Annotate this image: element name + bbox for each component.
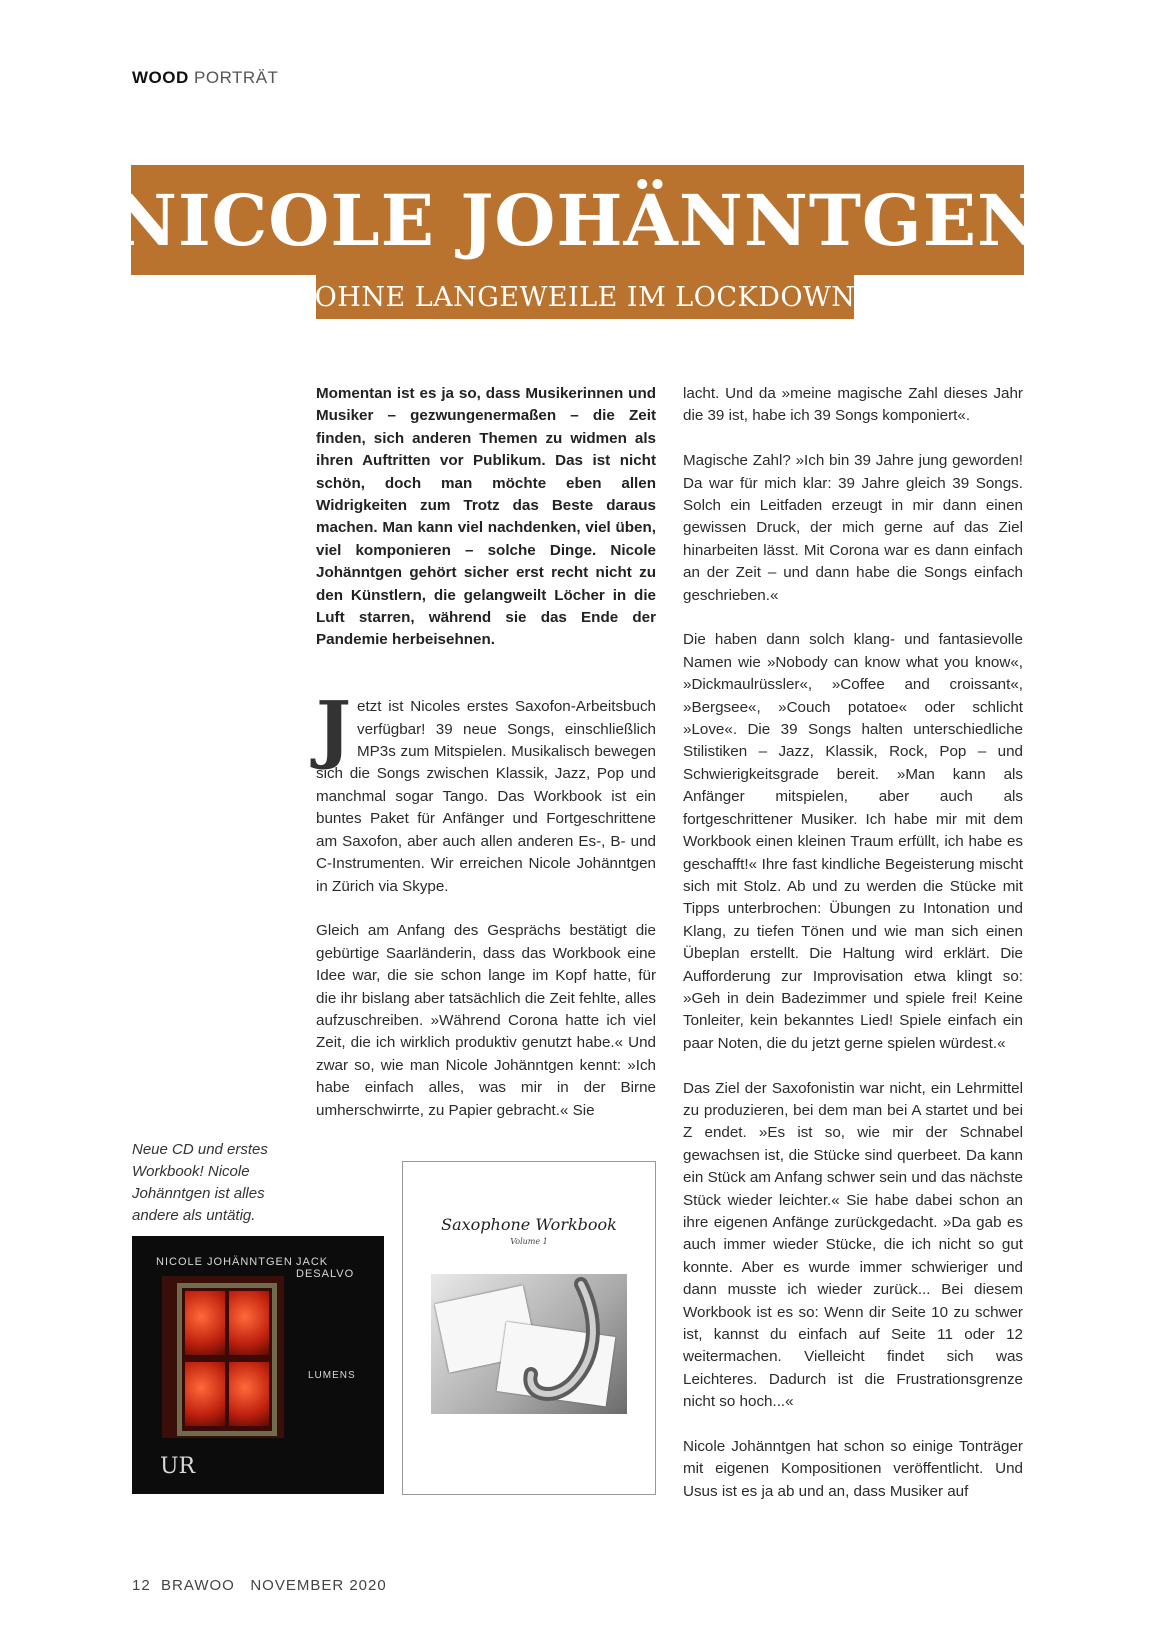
cd-artist: NICOLE JOHÄNNTGEN	[156, 1256, 293, 1268]
window-pane	[185, 1291, 225, 1355]
article-column-middle	[316, 383, 656, 1144]
body-paragraph-6: Das Ziel der Saxofonistin war nicht, ein Lehrmittel zu produzieren, bei dem man bei A startet und bei Z endet. »Es ist so, wie mir der Schnabel gewachsen ist, die Stücke sind querbeet. Da kann ein Stück am Anfang schwer sein und das nächste Stück wieder leichter.« Sie habe dabei schon an ihre eigenen Anfänge zurückgedacht. »Da gab es auch immer wieder Stücke, die ich nicht so gut konnte. Aber es wurde immer schwieriger und dann musste ich wieder zurück... Bei diesem Workbook ist es so: Wenn dir Seite 10 zu schwer ist, kannst du einfach auf Seite 11 oder 12 weitermachen. Vielleicht findet sich was Leichteres. Dadurch ist die Frustrationsgrenze nicht so hoch...«	[683, 1079, 1023, 1411]
body-paragraph-1	[316, 686, 656, 898]
issue-date: NOVEMBER 2020	[250, 1577, 387, 1594]
article-subtitle: OHNE LANGEWEILE IM LOCKDOWN	[314, 281, 856, 313]
record-label-logo: UR	[160, 1454, 196, 1479]
window-pane	[229, 1362, 269, 1426]
drop-cap: J	[316, 686, 352, 773]
body-paragraph-4: Magische Zahl? »Ich bin 39 Jahre jung geworden! Da war für mich klar: 39 Jahre gleich 39 Songs. Solch ein Leitfaden erzeugt in mir dann einen gewissen Druck, der mich gerne auf das Ziel hinarbeiten lässt. Mit Corona war es dann einfach an der Zeit – und dann habe die Songs einfach geschrieben.«	[683, 452, 1023, 604]
image-caption: Neue CD und erstes Workbook! Nicole Johänntgen ist alles andere als untätig.	[132, 1141, 268, 1224]
body-paragraph-1-text: etzt ist Nicoles erstes Saxofon-Arbeitsbuch verfügbar! 39 neue Songs, einschließlich MP3s zum Mitspielen. Musikalisch bewegen sich die Songs zwischen Klassik, Jazz, Pop und manchmal sogar Tango. Das Workbook ist ein buntes Paket für Anfänger und Fortgeschrittene am Saxofon, aber auch allen anderen Es-, B- und C-Instrumenten. Wir erreichen Nicole Johänntgen in Zürich via Skype.	[316, 698, 656, 895]
body-paragraph-7: Nicole Johänntgen hat schon so einige Tonträger mit eigenen Kompositionen veröffentlicht. Und Usus ist es ja ab und an, dass Musiker auf	[683, 1438, 1023, 1500]
cd-guest-artist: JACK DESALVO	[296, 1256, 355, 1280]
body-paragraph-3: lacht. Und da »meine magische Zahl dieses Jahr die 39 ist, habe ich 39 Songs komponiert«.	[683, 385, 1023, 425]
cd-cover-image	[132, 1236, 384, 1494]
saxophone-icon	[431, 1274, 627, 1414]
window-pane	[185, 1362, 225, 1426]
workbook-title: Saxophone Workbook	[441, 1215, 617, 1234]
magazine-name: BRAWOO	[161, 1577, 235, 1594]
article-column-right	[683, 383, 1023, 1526]
cd-album-title: LUMENS	[308, 1370, 356, 1381]
workbook-cover-image	[402, 1161, 656, 1495]
window-illustration	[177, 1283, 277, 1436]
workbook-volume: Volume 1	[510, 1237, 548, 1246]
section-label-strong: WOOD	[132, 68, 189, 87]
section-label-light: PORTRÄT	[194, 68, 279, 87]
section-label	[132, 68, 278, 88]
lead-paragraph: Momentan ist es ja so, dass Musikerinnen und Musiker – gezwungenermaßen – die Zeit finden, sich anderen Themen zu widmen als ihren Auftritten vor Publikum. Das ist nicht schön, doch man möchte eben allen Widrigkeiten zum Trotz das Beste daraus machen. Man kann viel nachdenken, viel üben, viel komponieren – solche Dinge. Nicole Johänntgen gehört sicher erst recht nicht zu den Künstlern, die gelangweilt Löcher in die Luft starren, während sie das Ende der Pandemie herbeisehnen.	[316, 385, 656, 649]
body-paragraph-5: Die haben dann solch klang- und fantasievolle Namen wie »Nobody can know what you know«, »Dickmaulrüssler«, »Coffee and croissant«, »Bergsee«, »Couch potatoe« oder schlicht »Love«. Die 39 Songs halten unterschiedliche Stilistiken – Jazz, Klassik, Rock, Pop – und Schwierigkeitsgrade bereit. »Man kann als Anfänger mitspielen, aber auch als fortgeschrittener Musiker. Ich habe mir mit dem Workbook einen kleinen Traum erfüllt, ich habe es geschafft!« Ihre fast kindliche Begeisterung mischt sich mit Stolz. Ab und zu werden die Stücke mit Tipps unterbrochen: Übungen zu Intonation und Klang, zu tiefen Tönen und wie man sich einen Übeplan erstellt. Die Haltung wird erklärt. Die Aufforderung zur Improvisation etwa klingt so: »Geh in dein Badezimmer und spiele frei! Keine Tonleiter, kein bekanntes Lied! Spiele einfach ein paar Noten, die du jetzt gerne spielen würdest.«	[683, 631, 1023, 1052]
subtitle-banner	[316, 275, 854, 319]
body-paragraph-2: Gleich am Anfang des Gesprächs bestätigt die gebürtige Saarländerin, dass das Workbook eine Idee war, die sie schon lange im Kopf hatte, für die ihr bislang aber tatsächlich die Zeit fehlte, alles aufzuschreiben. »Während Corona hatte ich viel Zeit, die ich wirklich produktiv genutzt habe.« Und zwar so, wie man Nicole Johänntgen kennt: »Ich habe einfach alles, was mir in der Birne umherschwirrte, zu Papier gebracht.« Sie	[316, 922, 656, 1119]
saxophone-photo	[431, 1274, 627, 1414]
article-title: NICOLE JOHÄNNTGEN	[112, 178, 1043, 262]
page-footer	[132, 1577, 387, 1594]
window-pane	[229, 1291, 269, 1355]
title-banner	[112, 165, 1043, 275]
page-number: 12	[132, 1577, 151, 1594]
